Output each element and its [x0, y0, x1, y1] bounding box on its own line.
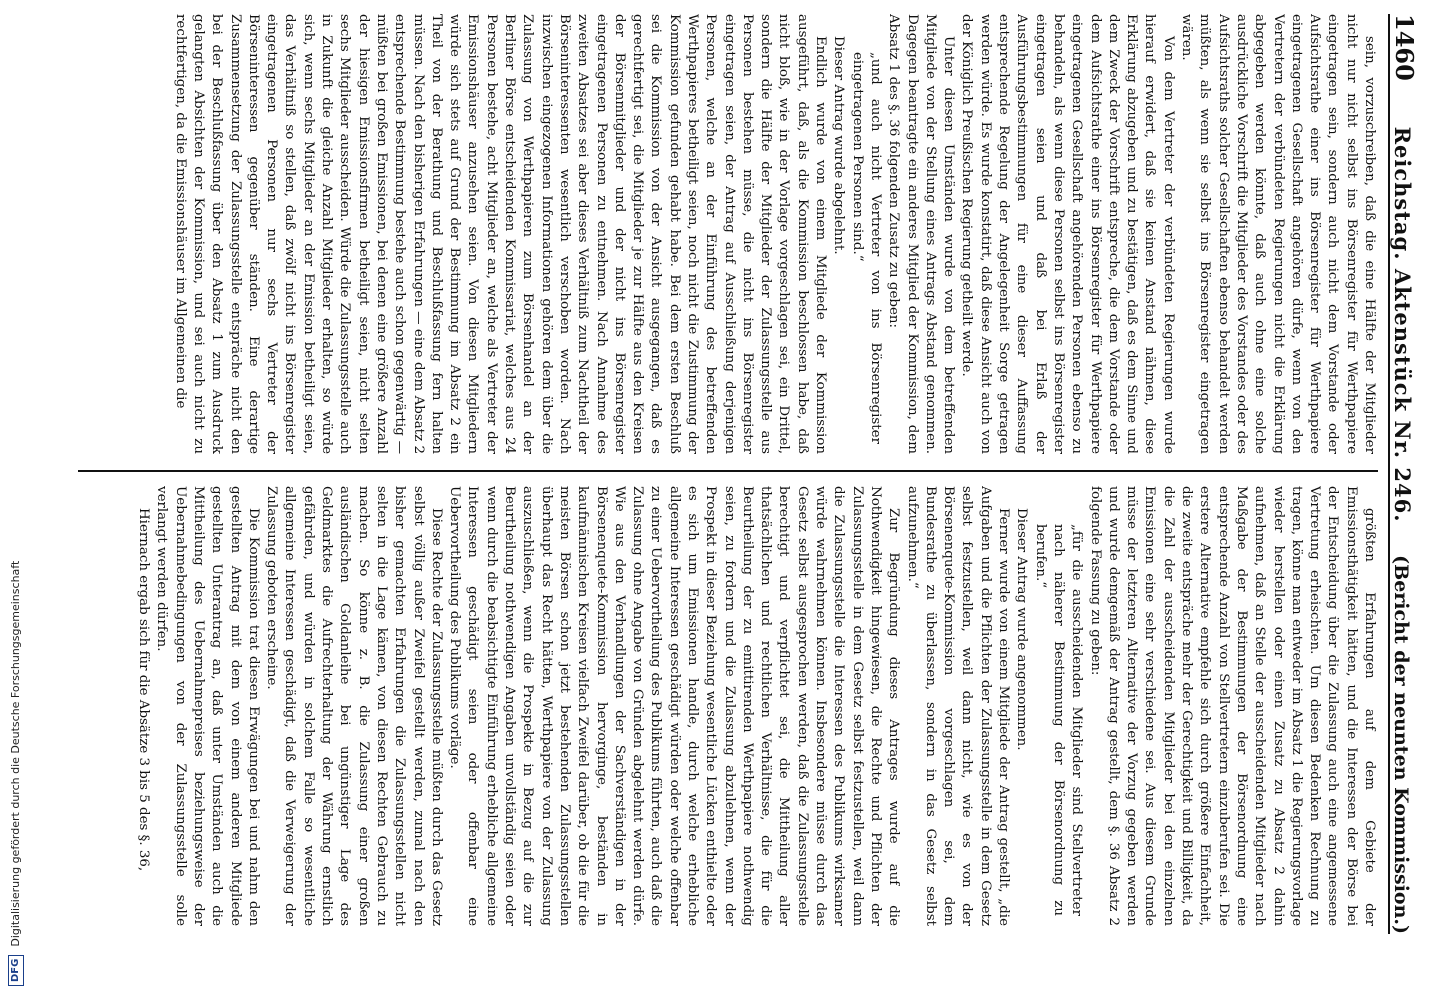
paragraph: Dieser Antrag wurde angenommen. [1014, 508, 1030, 751]
paragraph: größten Erfahrungen auf dem Gebiete der Emissionsthätigkeit hätten, und die Interessen der Börse bei der Entscheidung über die Zulassung auch eine angemessene Vertretung erheischten. Um diesen Bedenken Rechnung zu tragen, könne man entweder im Absatz 1 die Regierungsvorlage wieder herstellen oder einen Zusatz zu Absatz 2 dahin aufnehmen, daß an Stelle der ausscheidenden Mitglieder nach Maßgabe der Bestimmungen der Börsenordnung eine entsprechende Anzahl von Stellvertretern einzuberufen sei. Die erstere Alternative empfehle sich durch größere Einfachheit, die zweite entspräche mehr der Gerechtigkeit und Billigkeit, da die Zahl der ausscheidenden Mitglieder bei den einzelnen Emissionen eine sehr verschiedene sei. Aus diesem Grunde müsse der letzteren Alternative der Vorzug gegeben werden und wurde demgemäß der Antrag gestellt, dem §. 36 Absatz 2 folgende Fassung zu geben: [1087, 486, 1377, 926]
paragraph: Die Kommission trat diesen Erwägungen bei und nahm den gestellten Antrag mit dem von einem anderen Mitgliede gestellten Unterantrag an, daß unter Umständen auch die Mittheilung des Uebernahmepreises beziehungsweise der Uebernahmebedingungen von der Zulassungsstelle solle verlangt werden dürfen. [154, 486, 261, 926]
paragraph: Diese Rechte der Zulassungsstelle müßten durch das Gesetz selbst völlig außer Zweifel gestellt werden, zumal nach den bisher gemachten Erfahrungen die Zulassungsstellen nicht selten in die Lage kämen, von diesen Rechten Gebrauch zu machen. So könne z. B. die Zulassung einer großen ausländischen Goldanleihe bei ungünstiger Lage des Geldmarktes die Aufrechterhaltung der Währung ernstlich gefährden, und würden in solchem Falle so wesentliche allgemeine Interessen geschädigt, daß die Verweigerung der Zulassung geboten erscheine. [264, 486, 444, 926]
paragraph: Ferner wurde von einem Mitgliede der Antrag gestellt, „die Aufgaben und die Pflichten der Zulassungsstelle in dem Gesetz selbst festzustellen, weil dann nicht, wie es von der Börsenenquete-Kommission vorgeschlagen sei, dem Bundesrathe zu überlassen, sondern in das Gesetz selbst aufzunehmen.“ [904, 486, 1012, 926]
text-column-left [88, 14, 1378, 454]
paragraph: Endlich wurde von einem Mitgliede der Kommission ausgeführt, daß, als die Kommission beschlossen habe, daß nicht bloß, wie in der Vorlage vorgeschlagen sei, ein Drittel, sondern die Hälfte der Mitglieder der Zulassungsstelle aus Personen bestehen müsse, die nicht ins Börsenregister eingetragen seien, der Antrag auf Ausschließung derjenigen Personen, welche an der Einführung des betreffenden Werthpapieres betheiligt seien, noch nicht die Zustimmung der Kommission gefunden gehabt habe. Bei dem ersten Beschluß sei die Kommission von der Ansicht ausgegangen, daß es gerechtfertigt sei, die Mitglieder je zur Hälfte aus den Kreisen der Börsenmitglieder und der nicht ins Börsenregister eingetragenen Personen zu entnehmen. Nach Annahme des zweiten Absatzes sei aber dieses Verhältniß zum Nachtheil der Börseninteressenten wesentlich verschoben worden. Nach inzwischen eingezogenen Informationen gehören dem über die Zulassung von Werthpapieren zum Börsenhandel an der Berliner Börse entscheidenden Kommissariat, welches aus 24 Personen bestehe, acht Mitglieder an, welche als Vertreter der Emissionshäuser anzusehen seien. Von diesen Mitgliedern würde sich stets auf Grund der Bestimmung im Absatz 2 ein Theil von der Berathung und Beschlußfassung fern halten müssen. Nach den bisherigen Erfahrungen — eine dem Absatz 2 entsprechende Bestimmung bestehe auch schon gegenwärtig — müßten bei großen Emissionen, bei denen eine größere Anzahl der hiesigen Emissionsfirmen betheiligt seien, nicht selten sechs Mitglieder ausscheiden. Würde die Zulassungsstelle auch in Zukunft die gleiche Anzahl Mitglieder erhalten, so würde sich, wenn sechs Mitglieder an der Emission betheiligt seien, das Verhältniß so stellen, daß zwölf nicht ins Börsenregister eingetragenen Personen nur sechs Vertreter der Börseninteressen gegenüber ständen. Eine derartige Zusammensetzung der Zulassungsstelle entspräche nicht den bei der Beschlußfassung über den Absatz 1 zum Ausdruck gelangten Absichten der Kommission, und sei auch nicht zu rechtfertigen, da die Emissionshäuser im Allgemeinen die [172, 14, 829, 454]
quoted-amendment: „und auch nicht Vertreter von ins Börsenregister eingetragenen Personen sind.“ [849, 52, 883, 444]
quoted-amendment: „für die ausscheidenden Mitglieder sind Stellvertreter nach näherer Bestimmung der Börsenordnung zu berufen.“ [1032, 524, 1085, 916]
column-divider [78, 470, 1378, 472]
paragraph: Hiernach ergab sich für die Absätze 3 bis 5 des §. 36, [136, 508, 152, 872]
paragraph: sein, vorzuschreiben, daß die eine Hälfte der Mitglieder nicht nur nicht selbst ins Börsenregister für Werthpapiere eingetragen sein, sondern auch nicht dem Vorstande oder Aufsichtsrathe einer ins Börsenregister für Werthpapiere eingetragenen Gesellschaft angehören dürfe, wenn von den Vertretern der verbündeten Regierungen nicht die Erklärung abgegeben werden könnte, daß auch ohne eine solche ausdrückliche Vorschrift die Mitglieder des Vorstandes oder des Aufsichtsraths solcher Gesellschaften ebenso behandelt werden müßten, als wenn sie selbst ins Börsenregister eingetragen wären. [1179, 14, 1377, 454]
digitization-credit [2, 0, 30, 1000]
paragraph: Von dem Vertreter der verbündeten Regierungen wurde hierauf erwidert, daß sie keinen Anstand nähmen, diese Erklärung abzugeben und zu bestätigen, daß es dem Sinne und dem Zweck der Vorschrift entspreche, die dem Vorstande oder dem Aufsichtsrathe einer ins Börsenregister für Werthpapiere eingetragenen Gesellschaft angehörenden Personen ebenso zu behandeln, als wenn diese Personen selbst ins Börsenregister eingetragen seien und daß bei Erlaß der Ausführungsbestimmungen für eine dieser Auffassung entsprechende Regelung der Angelegenheit Sorge getragen werden würde. Es wurde konstatirt, daß diese Ansicht auch von der Königlich Preußischen Regierung getheilt werde. [959, 14, 1176, 454]
dfg-logo: DFG [8, 955, 24, 986]
paragraph: Unter diesen Umständen wurde von dem betreffenden Mitgliede von der Stellung eines Antrags Abstand genommen. Dagegen beantragte ein anderes Mitglied der Kommission, dem Absatz 1 des §. 36 folgenden Zusatz zu geben: [886, 14, 957, 454]
paragraph: Zur Begründung dieses Antrages wurde auf die Nothwendigkeit hingewiesen, die Rechte und Pflichten der Zulassungsstelle in dem Gesetz selbst festzustellen, weil dann die Zulassungsstelle die Interessen des Publikums wirksamer würde wahrnehmen können. Insbesondere müsse durch das Gesetz selbst ausgesprochen werden, daß die Zulassungsstelle berechtigt und verpflichtet sei, die Mittheilung aller thatsächlichen und rechtlichen Verhältnisse, die für die Beurtheilung der zu emittirenden Werthpapiere nothwendig seien, zu fordern und die Zulassung abzulehnen, wenn der Prospekt in dieser Beziehung wesentliche Lücken enthielte oder es sich um Emissionen handle, durch welche erhebliche allgemeine Interessen geschädigt würden oder welche offenbar zu einer Uebervortheilung des Publikums führten, auch daß die Zulassung ohne Angabe von Gründen abgelehnt werden dürfe. Wie aus den Verhandlungen der Sachverständigen in der Börsenenquete-Kommission hervorginge, beständen in kaufmännischen Kreisen vielfach Zweifel darüber, ob die für die meisten Börsen schon jetzt bestehenden Zulassungsstellen überhaupt das Recht hätten, Werthpapiere von der Zulassung auszuschließen, wenn die Prospekte in Bezug auf die zur Beurtheilung nothwendigen Angaben unvollständig seien oder wenn durch die beabsichtigte Einführung erhebliche allgemeine Interessen geschädigt seien oder offenbar eine Uebervortheilung des Publikums vorläge. [447, 486, 902, 926]
digitization-credit-line [2, 0, 30, 1000]
paragraph: Dieser Antrag wurde abgelehnt. [831, 36, 847, 255]
running-title: Reichstag. Aktenstück Nr. 246. [1390, 126, 1415, 523]
text-column-right [88, 486, 1378, 926]
rotated-page-content [62, 0, 1434, 960]
digitization-credit-text: Digitalisierung gefördert durch die Deutsche Forschungsgemeinschaft [9, 560, 22, 947]
page-number: 1460 [1390, 14, 1419, 81]
page-header [1388, 14, 1428, 934]
report-title: (Bericht der neunten Kommission.) [1390, 555, 1412, 934]
